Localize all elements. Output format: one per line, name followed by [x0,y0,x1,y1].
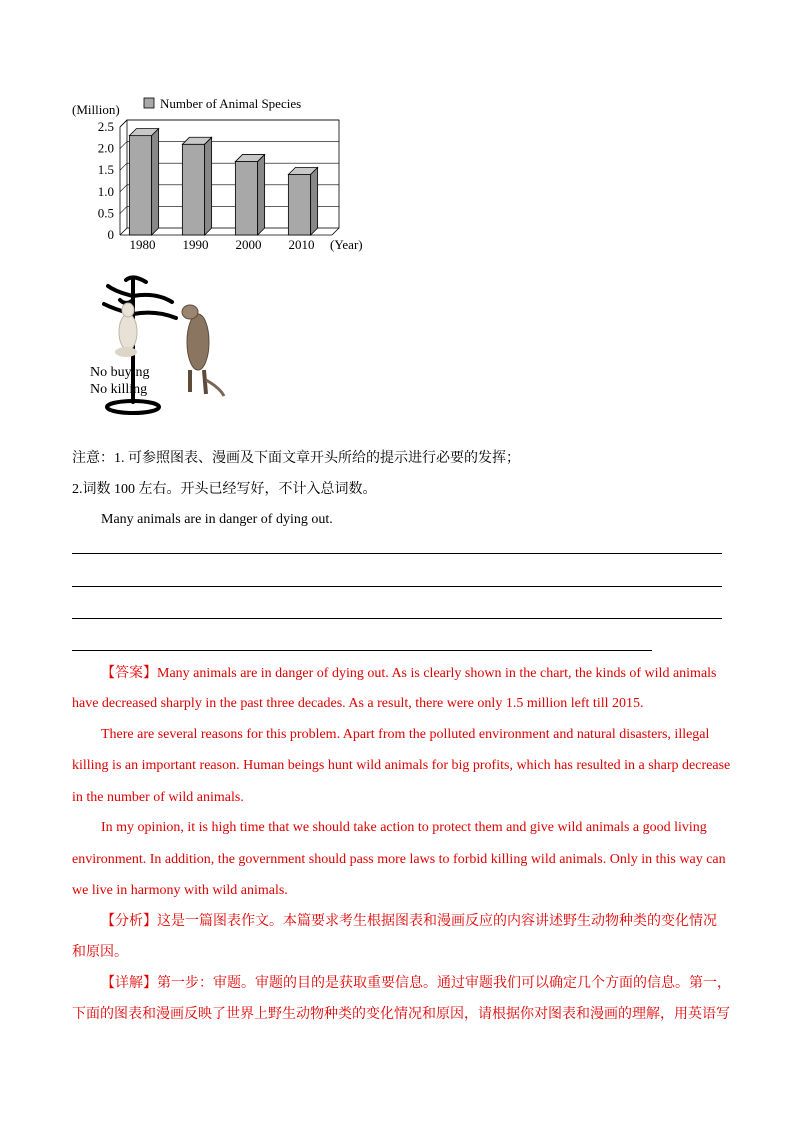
legend-label: Number of Animal Species [160,96,302,111]
gridline-side [120,185,127,192]
cartoon-label-no-buying: No buying [90,365,150,380]
y-tick-label: 1.0 [97,183,114,199]
essay-opening: Many animals are in danger of dying out. [101,512,333,527]
gridline-side [120,120,127,127]
x-axis-label: (Year) [330,237,363,252]
gridline-side [120,206,127,213]
chart-y-ticks [98,119,114,242]
y-tick-label: 2.0 [97,140,114,156]
bar-1990 [182,137,211,235]
analysis-line-1: 【分析】这是一篇图表作文。本篇要求考生根据图表和漫画反应的内容讲述野生动物种类的变化情况 [101,914,717,929]
analysis-line-2: 和原因。 [72,945,128,960]
bar-1980 [129,129,158,235]
answer-p3-line3: we live in harmony with wild animals. [72,883,288,898]
writing-line [72,650,652,651]
answer-p3-line1: In my opinion, it is high time that we should take action to protect them and give wild animals a good living [101,820,707,835]
writing-line [72,586,722,587]
answer-p1-line2: have decreased sharply in the past three decades. As a result, there were only 1.5 million left till 2015. [72,696,644,711]
note-line-1: 注意：1. 可参照图表、漫画及下面文章开头所给的提示进行必要的发挥； [72,451,520,466]
chart-x-ticks [130,237,315,252]
x-tick-label: 1990 [182,237,209,252]
writing-line [72,618,722,619]
answer-p2-line1: There are several reasons for this problem. Apart from the polluted environment and natural disasters, illegal [101,727,710,742]
y-axis-label: (Million) [72,102,120,117]
meerkat-icon [182,305,224,396]
y-tick-label: 2.5 [97,119,114,134]
answer-p3-line2: environment. In addition, the government should pass more laws to forbid killing wild animals. Only in this way can [72,852,726,867]
note-line-2: 2.词数 100 左右。开头已经写好，不计入总词数。 [72,482,377,497]
gridline-side [120,142,127,149]
y-tick-label: 0 [107,227,114,242]
bar-2000 [235,155,264,235]
x-tick-label: 2010 [288,237,315,252]
answer-p2-line3: in the number of wild animals. [72,790,244,805]
y-tick-label: 1.5 [97,162,114,178]
bar-chart [70,92,370,257]
y-tick-label: 0.5 [97,205,114,221]
x-tick-label: 1980 [129,237,156,252]
gridline-side [120,163,127,170]
detail-line-1: 【详解】第一步：审题。审题的目的是获取重要信息。通过审题我们可以确定几个方面的信息。第一， [101,976,731,991]
answer-p2-line2: killing is an important reason. Human beings hunt wild animals for big profits, which has resulted in a sharp decrease [72,758,731,773]
detail-line-2: 下面的图表和漫画反映了世界上野生动物种类的变化情况和原因，请根据你对图表和漫画的理解，用英语写 [72,1007,730,1022]
floor-edge [332,228,339,235]
floor-edge [120,228,127,235]
answer-p1-line1: 【答案】Many animals are in danger of dying out. As is clearly shown in the chart, the kinds of wild animals [101,666,717,681]
writing-line [72,553,722,554]
legend-swatch [144,98,154,108]
bar-2010 [288,168,317,235]
x-tick-label: 2000 [235,237,262,252]
cartoon-label-no-killing: No killing [90,382,148,397]
